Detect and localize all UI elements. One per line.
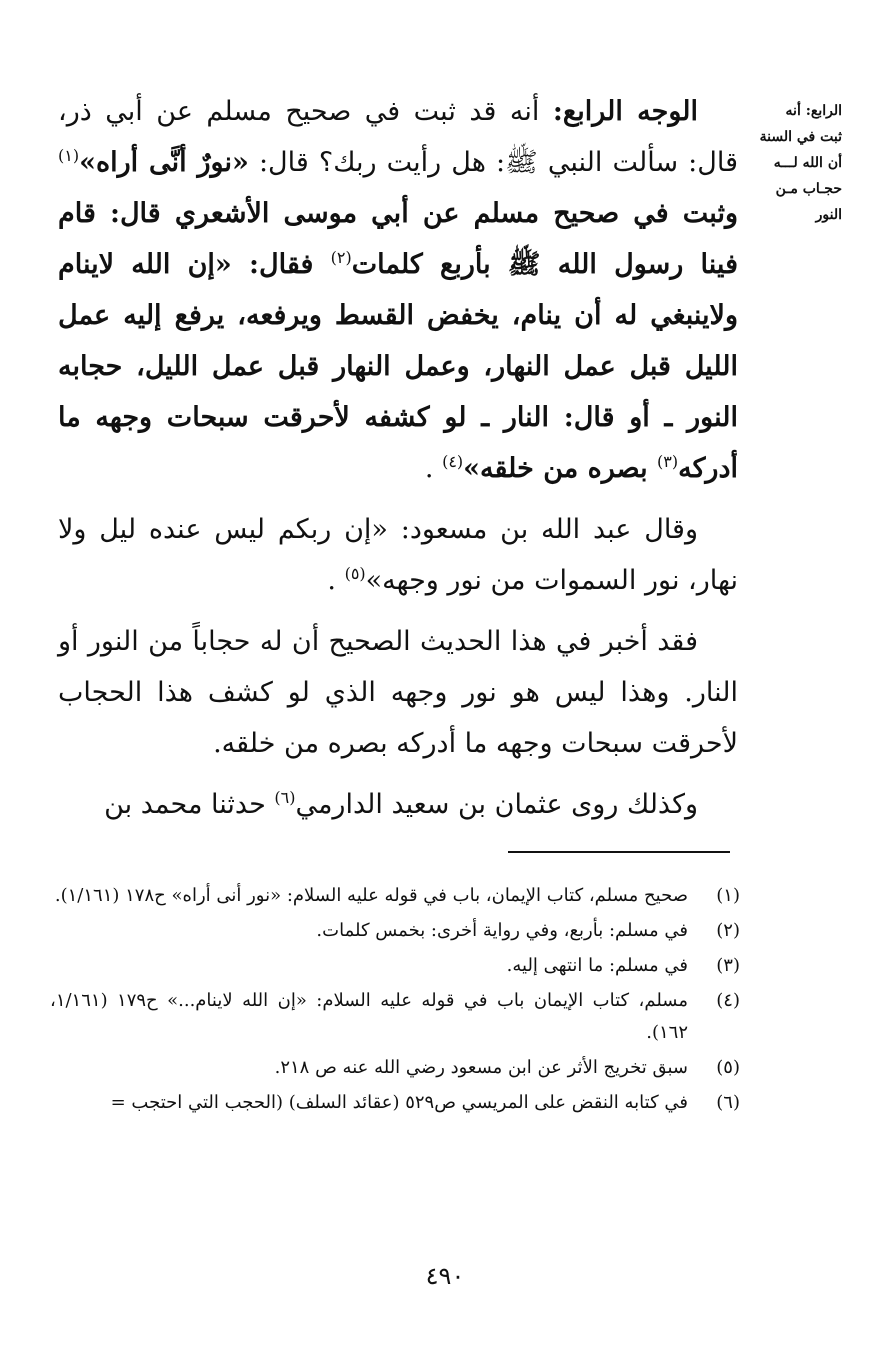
section-lead: الوجه الرابع: xyxy=(552,96,698,127)
hadith-quote: «نورٌ أنَّى أراه» xyxy=(79,147,249,178)
footnote-text: في مسلم: ما انتهى إليه. xyxy=(506,955,688,976)
page-number: ٤٩٠ xyxy=(425,1262,465,1290)
footnote-number: (٤) xyxy=(716,990,740,1011)
footnote-text: صحيح مسلم، كتاب الإيمان، باب في قوله عليه السلام: «نور أنى أراه» ح١٧٨ (١/١٦١). xyxy=(54,885,688,906)
paragraph-2 xyxy=(58,504,738,606)
footnote-text: مسلم، كتاب الإيمان باب في قوله عليه السلام: «إن الله لاينام...» ح١٧٩ (١/١٦١، ١٦٢). xyxy=(50,990,688,1043)
text-run: فقال: xyxy=(231,249,331,280)
footnote-ref[interactable]: (٤) xyxy=(442,452,464,471)
footnote xyxy=(50,985,740,1049)
text-run: فقد أخبر في هذا الحديث الصحيح أن له حجاباً من النور أو النار. وهذا ليس هو نور وجهه الذي لو كشف هذا الحجاب لأحرقت سبحات وجهه ما أدركه بصره من خلقه. xyxy=(58,626,738,759)
text-run: وكذلك روى عثمان بن سعيد الدارمي xyxy=(295,789,698,820)
text-run: أنه قد ثبت في صحيح مسلم عن أبي ذر، قال: سألت النبي ﷺ: هل رأيت ربك؟ قال: xyxy=(58,96,738,178)
text-run: حدثنا محمد بن xyxy=(104,789,275,820)
margin-note-line: النور xyxy=(815,207,842,223)
footnote-ref[interactable]: (٥) xyxy=(344,564,366,583)
margin-note-line: حجـاب مـن xyxy=(775,181,842,197)
margin-note-line: الرابع: أنه xyxy=(785,103,842,119)
footnotes xyxy=(50,880,740,1122)
footnote xyxy=(50,1087,740,1119)
footnote-number: (٦) xyxy=(716,1092,740,1113)
text-run: وثبت في صحيح مسلم عن أبي موسى الأشعري قال: قام فينا رسول الله ﷺ بأربع كلمات xyxy=(58,198,738,280)
hadith-quote: بصره من خلقه» xyxy=(463,453,657,484)
margin-note xyxy=(752,98,842,228)
footnote-number: (١) xyxy=(716,885,740,906)
footnote-ref[interactable]: (٦) xyxy=(274,788,296,807)
footnote-number: (٢) xyxy=(716,920,740,941)
text-run: . xyxy=(424,453,443,484)
margin-note-line: أن الله لـــه xyxy=(773,155,842,171)
paragraph-1 xyxy=(58,86,738,494)
hadith-quote: «إن الله لاينام ولاينبغي له أن ينام، يخفض القسط ويرفعه، يرفع إليه عمل الليل قبل عمل النهار، وعمل النهار قبل عمل الليل، حجابه النور ـ أو قال: النار ـ لو كشفه لأحرقت سبحات وجهه ما أدركه xyxy=(58,249,738,484)
paragraph-4 xyxy=(58,779,738,830)
footnote xyxy=(50,915,740,947)
margin-note-line: ثبت في السنة xyxy=(759,129,842,145)
footnote xyxy=(50,950,740,982)
footnote-ref[interactable]: (١) xyxy=(58,146,80,165)
footnote-ref[interactable]: (٣) xyxy=(657,452,679,471)
paragraph-3 xyxy=(58,616,738,769)
footnote xyxy=(50,880,740,912)
footnote-divider xyxy=(508,851,730,853)
text-run: وقال عبد الله بن مسعود: «إن ربكم ليس عنده ليل ولا نهار، نور السموات من نور وجهه» xyxy=(58,514,738,596)
footnote-ref[interactable]: (٢) xyxy=(330,248,352,267)
main-text xyxy=(58,86,738,840)
footnote xyxy=(50,1052,740,1084)
footnote-number: (٣) xyxy=(716,955,740,976)
footnote-text: سبق تخريج الأثر عن ابن مسعود رضي الله عنه ص ٢١٨. xyxy=(274,1057,688,1078)
footnote-text: في كتابه النقض على المريسي ص٥٢٩ (عقائد السلف) (الحجب التي احتجب = xyxy=(110,1092,688,1113)
text-run: . xyxy=(327,565,345,596)
footnote-number: (٥) xyxy=(716,1057,740,1078)
footnote-text: في مسلم: بأربع، وفي رواية أخرى: بخمس كلمات. xyxy=(316,920,688,941)
